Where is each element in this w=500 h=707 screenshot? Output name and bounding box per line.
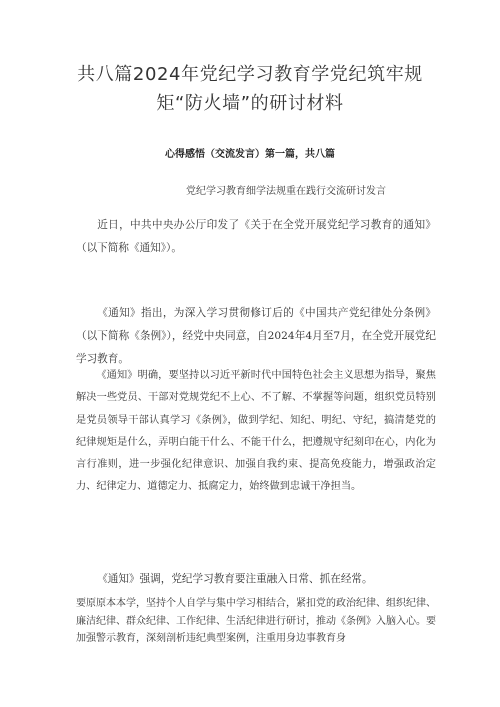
paragraph: 《通知》强调，党纪学习教育要注重融入日常、抓在经常。 bbox=[97, 573, 373, 585]
paragraph: 《通知》明确，要坚持以习近平新时代中国特色社会主义思想为指导，聚焦解决一些党员、干部对党规党纪不上心、不了解、不掌握等问题，组织党员特别是党员领导干部认真学习《条例》，做到学纪、知纪、明纪、守纪，搞清楚党的纪律规矩是什么，弄明白能干什么、不能干什么，把遵规守纪刻印在心，内化为言行准则，进一步强化纪律意识、加强自我约束、提高免疫能力，增强政治定力、纪律定力、道德定力、抵腐定力，始终做到忠诚干净担当。 bbox=[76, 370, 436, 493]
paragraph: 要原原本本学，坚持个人自学与集中学习相结合，紧扣党的政治纪律、组织纪律、廉洁纪律、群众纪律、工作纪律、生活纪律进行研讨，推动《条例》入脑入心。要加强警示教育，深刻剖析违纪典型案例，注重用身边事教育身 bbox=[76, 598, 436, 644]
document-title: 共八篇2024年党纪学习教育学党纪筑牢规矩“防火墙”的研讨材料 bbox=[77, 64, 423, 114]
speech-byline: 党纪学习教育细学法规重在践行交流研讨发言 bbox=[186, 186, 386, 197]
paragraph: 近日，中共中央办公厅印发了《关于在全党开展党纪学习教育的通知》（以下简称《通知》）。 bbox=[76, 219, 436, 254]
document-subtitle: 心得感悟（交流发言）第一篇，共八篇 bbox=[165, 149, 335, 160]
paragraph: 《通知》指出，为深入学习贯彻修订后的《中国共产党纪律处分条例》（以下简称《条例》），经党中央同意，自2024年4月至7月，在全党开展党纪学习教育。 bbox=[76, 307, 436, 365]
